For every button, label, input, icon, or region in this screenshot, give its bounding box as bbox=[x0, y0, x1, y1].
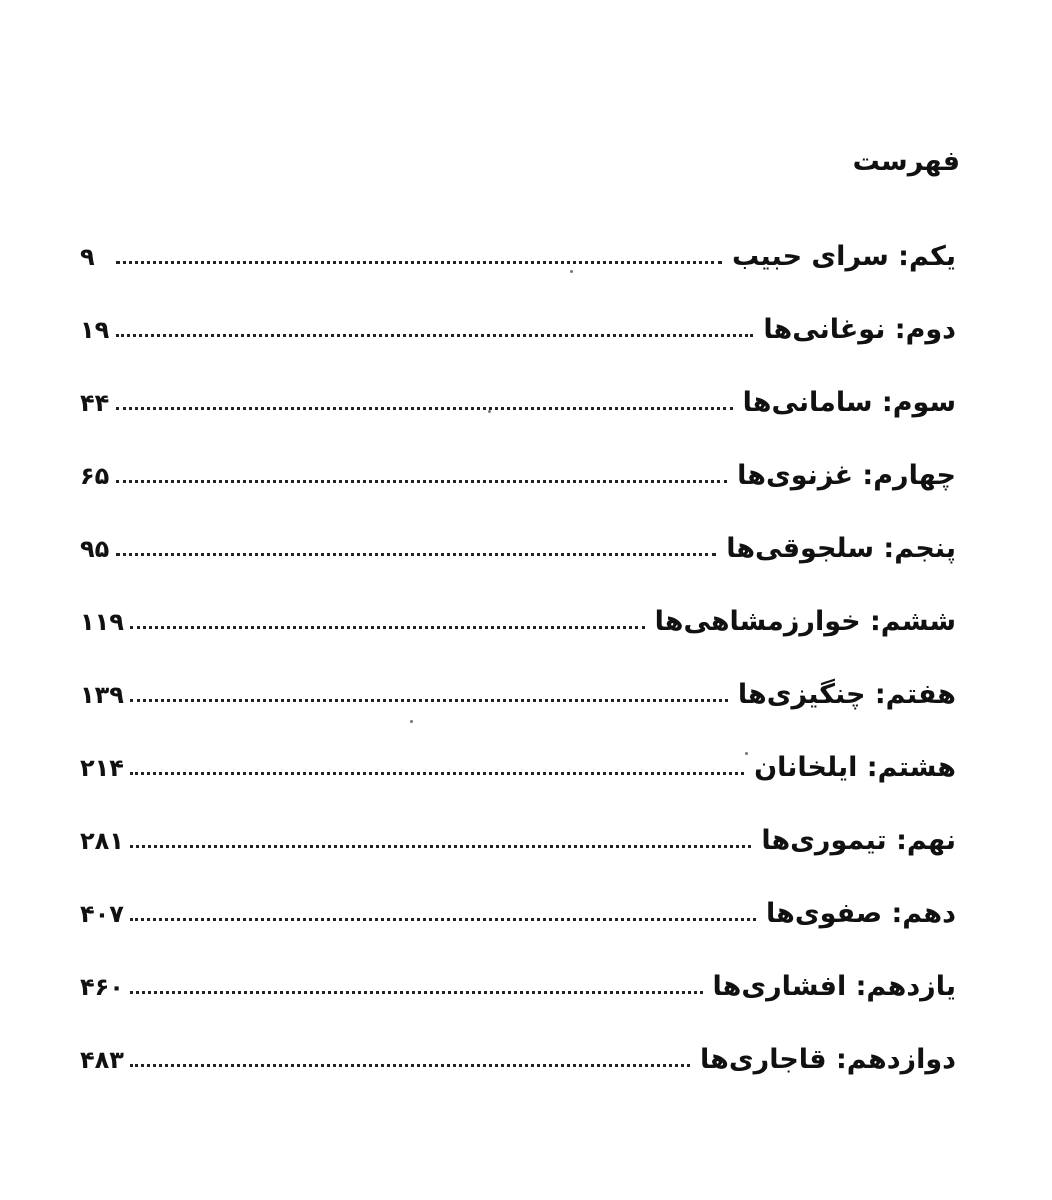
toc-entry bbox=[80, 658, 956, 731]
page-number: ۲۸۱ bbox=[80, 826, 124, 855]
toc-entry bbox=[80, 804, 956, 877]
page-title: فهرست bbox=[852, 146, 960, 177]
chapter-title: هشتم: ایلخانان bbox=[754, 752, 956, 783]
table-of-contents bbox=[80, 220, 956, 1096]
page-number: ۲۱۴ bbox=[80, 753, 124, 782]
toc-entry bbox=[80, 585, 956, 658]
dot-leader bbox=[130, 1064, 690, 1067]
paper-speck bbox=[745, 752, 748, 755]
toc-entry bbox=[80, 512, 956, 585]
chapter-title: دوم: نوغانی‌ها bbox=[763, 314, 956, 345]
page-number: ۱۳۹ bbox=[80, 680, 124, 709]
chapter-title: دوازدهم: قاجاری‌ها bbox=[700, 1044, 956, 1075]
chapter-title: پنجم: سلجوقی‌ها bbox=[726, 533, 956, 564]
toc-entry bbox=[80, 366, 956, 439]
page-number: ۴۸۳ bbox=[80, 1045, 124, 1074]
chapter-title: چهارم: غزنوی‌ها bbox=[737, 460, 956, 491]
chapter-title: یکم: سرای حبیب bbox=[731, 241, 956, 272]
page-number: ۱۱۹ bbox=[80, 607, 124, 636]
toc-entry bbox=[80, 731, 956, 804]
dot-leader bbox=[130, 845, 751, 848]
toc-entry bbox=[80, 439, 956, 512]
dot-leader bbox=[130, 772, 744, 775]
dot-leader bbox=[116, 407, 733, 410]
page-number: ۴۴ bbox=[80, 388, 110, 417]
chapter-title: ششم: خوارزمشاهی‌ها bbox=[654, 606, 956, 637]
paper-speck bbox=[488, 410, 491, 413]
page-number: ۱۹ bbox=[80, 315, 110, 344]
chapter-title: دهم: صفوی‌ها bbox=[765, 898, 956, 929]
paper-speck bbox=[410, 720, 413, 723]
paper-speck bbox=[570, 270, 573, 273]
dot-leader bbox=[116, 480, 727, 483]
chapter-title: یازدهم: افشاری‌ها bbox=[712, 971, 956, 1002]
dot-leader bbox=[116, 334, 753, 337]
dot-leader bbox=[130, 918, 756, 921]
chapter-title: نهم: تیموری‌ها bbox=[761, 825, 956, 856]
chapter-title: هفتم: چنگیزی‌ها bbox=[737, 679, 956, 710]
dot-leader bbox=[130, 699, 728, 702]
page-number: ۹ bbox=[80, 242, 95, 271]
toc-entry bbox=[80, 950, 956, 1023]
dot-leader bbox=[116, 553, 716, 556]
page-number: ۶۵ bbox=[80, 461, 110, 490]
chapter-title: سوم: سامانی‌ها bbox=[742, 387, 956, 418]
toc-entry bbox=[80, 877, 956, 950]
page-number: ۴۰۷ bbox=[80, 899, 124, 928]
dot-leader bbox=[130, 991, 703, 994]
page-number: ۴۶۰ bbox=[80, 972, 124, 1001]
dot-leader bbox=[116, 261, 722, 264]
toc-entry bbox=[80, 293, 956, 366]
dot-leader bbox=[130, 626, 645, 629]
page-number: ۹۵ bbox=[80, 534, 110, 563]
toc-entry bbox=[80, 220, 956, 293]
toc-entry bbox=[80, 1023, 956, 1096]
